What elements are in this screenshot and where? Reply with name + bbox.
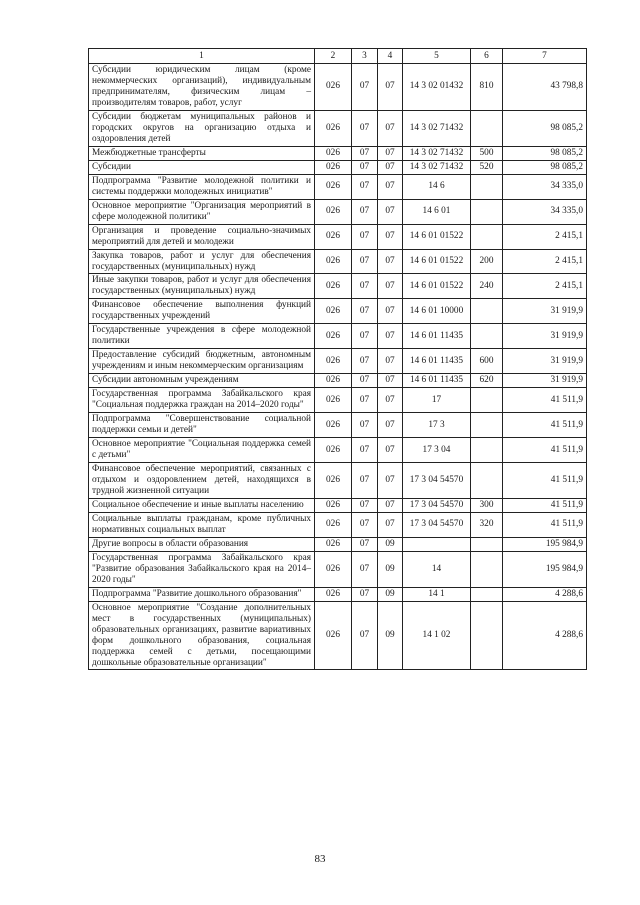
row-name-cell: Закупка товаров, работ и услуг для обеспечения государственных (муниципальных) нужд <box>89 249 315 274</box>
table-row <box>89 174 587 199</box>
expense-type-cell: 300 <box>471 498 503 512</box>
subsection-cell: 07 <box>378 146 403 160</box>
column-header: 4 <box>378 49 403 64</box>
code-cell: 026 <box>315 438 352 463</box>
table-body <box>89 64 587 670</box>
expense-type-cell <box>471 388 503 413</box>
expense-type-cell <box>471 551 503 587</box>
target-article-cell: 17 3 04 54570 <box>403 512 471 537</box>
subsection-cell: 07 <box>378 349 403 374</box>
section-cell: 07 <box>352 199 378 224</box>
amount-cell: 31 919,9 <box>503 374 587 388</box>
target-article-cell: 14 1 02 <box>403 601 471 670</box>
subsection-cell: 07 <box>378 413 403 438</box>
subsection-cell: 09 <box>378 551 403 587</box>
amount-cell: 34 335,0 <box>503 199 587 224</box>
amount-cell: 41 511,9 <box>503 413 587 438</box>
table-row <box>89 110 587 146</box>
column-header: 2 <box>315 49 352 64</box>
expense-type-cell: 620 <box>471 374 503 388</box>
row-name-cell: Государственная программа Забайкальского края "Социальная поддержка граждан на 2014–2020 годы" <box>89 388 315 413</box>
table-row <box>89 64 587 111</box>
code-cell: 026 <box>315 64 352 111</box>
section-cell: 07 <box>352 374 378 388</box>
table-row <box>89 274 587 299</box>
table-row <box>89 587 587 601</box>
section-cell: 07 <box>352 174 378 199</box>
row-name-cell: Основное мероприятие "Организация мероприятий в сфере молодежной политики" <box>89 199 315 224</box>
row-name-cell: Государственные учреждения в сфере молодежной политики <box>89 324 315 349</box>
subsection-cell: 07 <box>378 224 403 249</box>
expense-type-cell: 520 <box>471 160 503 174</box>
table-row <box>89 551 587 587</box>
row-name-cell: Субсидии <box>89 160 315 174</box>
subsection-cell: 07 <box>378 438 403 463</box>
target-article-cell: 14 3 02 01432 <box>403 64 471 111</box>
target-article-cell: 14 6 01 11435 <box>403 374 471 388</box>
section-cell: 07 <box>352 110 378 146</box>
row-name-cell: Другие вопросы в области образования <box>89 537 315 551</box>
table-row <box>89 224 587 249</box>
target-article-cell: 17 3 <box>403 413 471 438</box>
section-cell: 07 <box>352 64 378 111</box>
amount-cell: 2 415,1 <box>503 249 587 274</box>
code-cell: 026 <box>315 146 352 160</box>
subsection-cell: 07 <box>378 299 403 324</box>
expense-type-cell <box>471 463 503 499</box>
table-row <box>89 413 587 438</box>
row-name-cell: Межбюджетные трансферты <box>89 146 315 160</box>
row-name-cell: Социальные выплаты гражданам, кроме публичных нормативных социальных выплат <box>89 512 315 537</box>
amount-cell: 41 511,9 <box>503 438 587 463</box>
subsection-cell: 07 <box>378 160 403 174</box>
expense-type-cell <box>471 438 503 463</box>
section-cell: 07 <box>352 249 378 274</box>
expense-type-cell: 600 <box>471 349 503 374</box>
amount-cell: 41 511,9 <box>503 388 587 413</box>
code-cell: 026 <box>315 224 352 249</box>
table-row <box>89 249 587 274</box>
column-header: 7 <box>503 49 587 64</box>
target-article-cell: 14 1 <box>403 587 471 601</box>
amount-cell: 98 085,2 <box>503 160 587 174</box>
subsection-cell: 09 <box>378 601 403 670</box>
code-cell: 026 <box>315 110 352 146</box>
subsection-cell: 07 <box>378 64 403 111</box>
target-article-cell: 14 6 01 11435 <box>403 324 471 349</box>
subsection-cell: 07 <box>378 324 403 349</box>
expense-type-cell <box>471 601 503 670</box>
table-row <box>89 512 587 537</box>
section-cell: 07 <box>352 160 378 174</box>
amount-cell: 43 798,8 <box>503 64 587 111</box>
target-article-cell: 17 3 04 <box>403 438 471 463</box>
table-row <box>89 199 587 224</box>
amount-cell: 98 085,2 <box>503 146 587 160</box>
expense-type-cell <box>471 199 503 224</box>
table-row <box>89 160 587 174</box>
code-cell: 026 <box>315 174 352 199</box>
code-cell: 026 <box>315 249 352 274</box>
target-article-cell: 14 6 01 01522 <box>403 224 471 249</box>
row-name-cell: Субсидии автономным учреждениям <box>89 374 315 388</box>
code-cell: 026 <box>315 374 352 388</box>
section-cell: 07 <box>352 498 378 512</box>
section-cell: 07 <box>352 601 378 670</box>
row-name-cell: Организация и проведение социально-значимых мероприятий для детей и молодежи <box>89 224 315 249</box>
column-header: 1 <box>89 49 315 64</box>
section-cell: 07 <box>352 551 378 587</box>
expense-type-cell <box>471 324 503 349</box>
section-cell: 07 <box>352 512 378 537</box>
amount-cell: 41 511,9 <box>503 498 587 512</box>
code-cell: 026 <box>315 551 352 587</box>
target-article-cell: 14 3 02 71432 <box>403 146 471 160</box>
target-article-cell: 14 6 01 <box>403 199 471 224</box>
target-article-cell: 14 3 02 71432 <box>403 160 471 174</box>
target-article-cell: 14 6 <box>403 174 471 199</box>
table-row <box>89 498 587 512</box>
row-name-cell: Субсидии юридическим лицам (кроме некоммерческих организаций), индивидуальным предпринимателям, физическим лицам – производителям товаров, работ, услуг <box>89 64 315 111</box>
target-article-cell: 14 3 02 71432 <box>403 110 471 146</box>
expense-type-cell <box>471 110 503 146</box>
code-cell: 026 <box>315 324 352 349</box>
row-name-cell: Предоставление субсидий бюджетным, автономным учреждениям и иным некоммерческим организациям <box>89 349 315 374</box>
target-article-cell: 14 6 01 01522 <box>403 249 471 274</box>
table-row <box>89 374 587 388</box>
section-cell: 07 <box>352 413 378 438</box>
table-row <box>89 146 587 160</box>
expense-type-cell: 810 <box>471 64 503 111</box>
section-cell: 07 <box>352 146 378 160</box>
table-row <box>89 388 587 413</box>
code-cell: 026 <box>315 512 352 537</box>
subsection-cell: 07 <box>378 110 403 146</box>
section-cell: 07 <box>352 438 378 463</box>
amount-cell: 31 919,9 <box>503 349 587 374</box>
column-header: 6 <box>471 49 503 64</box>
amount-cell: 41 511,9 <box>503 512 587 537</box>
subsection-cell: 07 <box>378 174 403 199</box>
row-name-cell: Подпрограмма "Развитие молодежной политики и системы поддержки молодежных инициатив" <box>89 174 315 199</box>
code-cell: 026 <box>315 274 352 299</box>
subsection-cell: 07 <box>378 512 403 537</box>
amount-cell: 4 288,6 <box>503 601 587 670</box>
target-article-cell: 17 3 04 54570 <box>403 498 471 512</box>
column-header: 3 <box>352 49 378 64</box>
expense-type-cell: 500 <box>471 146 503 160</box>
amount-cell: 34 335,0 <box>503 174 587 199</box>
amount-cell: 4 288,6 <box>503 587 587 601</box>
row-name-cell: Социальное обеспечение и иные выплаты населению <box>89 498 315 512</box>
expense-type-cell <box>471 299 503 324</box>
code-cell: 026 <box>315 463 352 499</box>
section-cell: 07 <box>352 388 378 413</box>
target-article-cell: 14 6 01 01522 <box>403 274 471 299</box>
section-cell: 07 <box>352 587 378 601</box>
row-name-cell: Подпрограмма "Совершенствование социальной поддержки семьи и детей" <box>89 413 315 438</box>
page-number: 83 <box>314 853 326 865</box>
row-name-cell: Субсидии бюджетам муниципальных районов и городских округов на организацию отдыха и оздоровления детей <box>89 110 315 146</box>
section-cell: 07 <box>352 274 378 299</box>
subsection-cell: 07 <box>378 374 403 388</box>
table-row <box>89 537 587 551</box>
amount-cell: 2 415,1 <box>503 274 587 299</box>
subsection-cell: 07 <box>378 249 403 274</box>
code-cell: 026 <box>315 199 352 224</box>
expense-type-cell <box>471 413 503 438</box>
subsection-cell: 09 <box>378 537 403 551</box>
table-row <box>89 438 587 463</box>
section-cell: 07 <box>352 224 378 249</box>
subsection-cell: 07 <box>378 199 403 224</box>
code-cell: 026 <box>315 498 352 512</box>
subsection-cell: 09 <box>378 587 403 601</box>
expense-type-cell: 240 <box>471 274 503 299</box>
expense-type-cell <box>471 224 503 249</box>
row-name-cell: Финансовое обеспечение мероприятий, связанных с отдыхом и оздоровлением детей, находящихся в трудной жизненной ситуации <box>89 463 315 499</box>
target-article-cell: 17 3 04 54570 <box>403 463 471 499</box>
amount-cell: 195 984,9 <box>503 537 587 551</box>
subsection-cell: 07 <box>378 463 403 499</box>
expense-type-cell: 320 <box>471 512 503 537</box>
code-cell: 026 <box>315 537 352 551</box>
target-article-cell: 14 6 01 11435 <box>403 349 471 374</box>
amount-cell: 2 415,1 <box>503 224 587 249</box>
amount-cell: 98 085,2 <box>503 110 587 146</box>
amount-cell: 195 984,9 <box>503 551 587 587</box>
table-row <box>89 299 587 324</box>
section-cell: 07 <box>352 324 378 349</box>
section-cell: 07 <box>352 537 378 551</box>
amount-cell: 31 919,9 <box>503 324 587 349</box>
table-header-row <box>89 49 587 64</box>
subsection-cell: 07 <box>378 498 403 512</box>
section-cell: 07 <box>352 463 378 499</box>
row-name-cell: Государственная программа Забайкальского края "Развитие образования Забайкальского края на 2014–2020 годы" <box>89 551 315 587</box>
table-row <box>89 601 587 670</box>
target-article-cell <box>403 537 471 551</box>
amount-cell: 31 919,9 <box>503 299 587 324</box>
target-article-cell: 14 6 01 10000 <box>403 299 471 324</box>
table-row <box>89 463 587 499</box>
code-cell: 026 <box>315 388 352 413</box>
row-name-cell: Основное мероприятие "Социальная поддержка семей с детьми" <box>89 438 315 463</box>
section-cell: 07 <box>352 299 378 324</box>
row-name-cell: Основное мероприятие "Создание дополнительных мест в государственных (муниципальных) образовательных организациях, развитие вариативных форм дошкольного образования, социальная поддержка семей с детьми, посещающими дошкольные образовательные организации" <box>89 601 315 670</box>
code-cell: 026 <box>315 160 352 174</box>
table-row <box>89 324 587 349</box>
row-name-cell: Подпрограмма "Развитие дошкольного образования" <box>89 587 315 601</box>
expense-type-cell <box>471 587 503 601</box>
table-row <box>89 349 587 374</box>
column-header: 5 <box>403 49 471 64</box>
code-cell: 026 <box>315 349 352 374</box>
expense-type-cell: 200 <box>471 249 503 274</box>
expense-type-cell <box>471 537 503 551</box>
target-article-cell: 14 <box>403 551 471 587</box>
code-cell: 026 <box>315 413 352 438</box>
code-cell: 026 <box>315 299 352 324</box>
code-cell: 026 <box>315 587 352 601</box>
subsection-cell: 07 <box>378 388 403 413</box>
code-cell: 026 <box>315 601 352 670</box>
amount-cell: 41 511,9 <box>503 463 587 499</box>
budget-table <box>88 48 587 670</box>
expense-type-cell <box>471 174 503 199</box>
subsection-cell: 07 <box>378 274 403 299</box>
row-name-cell: Иные закупки товаров, работ и услуг для обеспечения государственных (муниципальных) нужд <box>89 274 315 299</box>
target-article-cell: 17 <box>403 388 471 413</box>
section-cell: 07 <box>352 349 378 374</box>
row-name-cell: Финансовое обеспечение выполнения функций государственных учреждений <box>89 299 315 324</box>
